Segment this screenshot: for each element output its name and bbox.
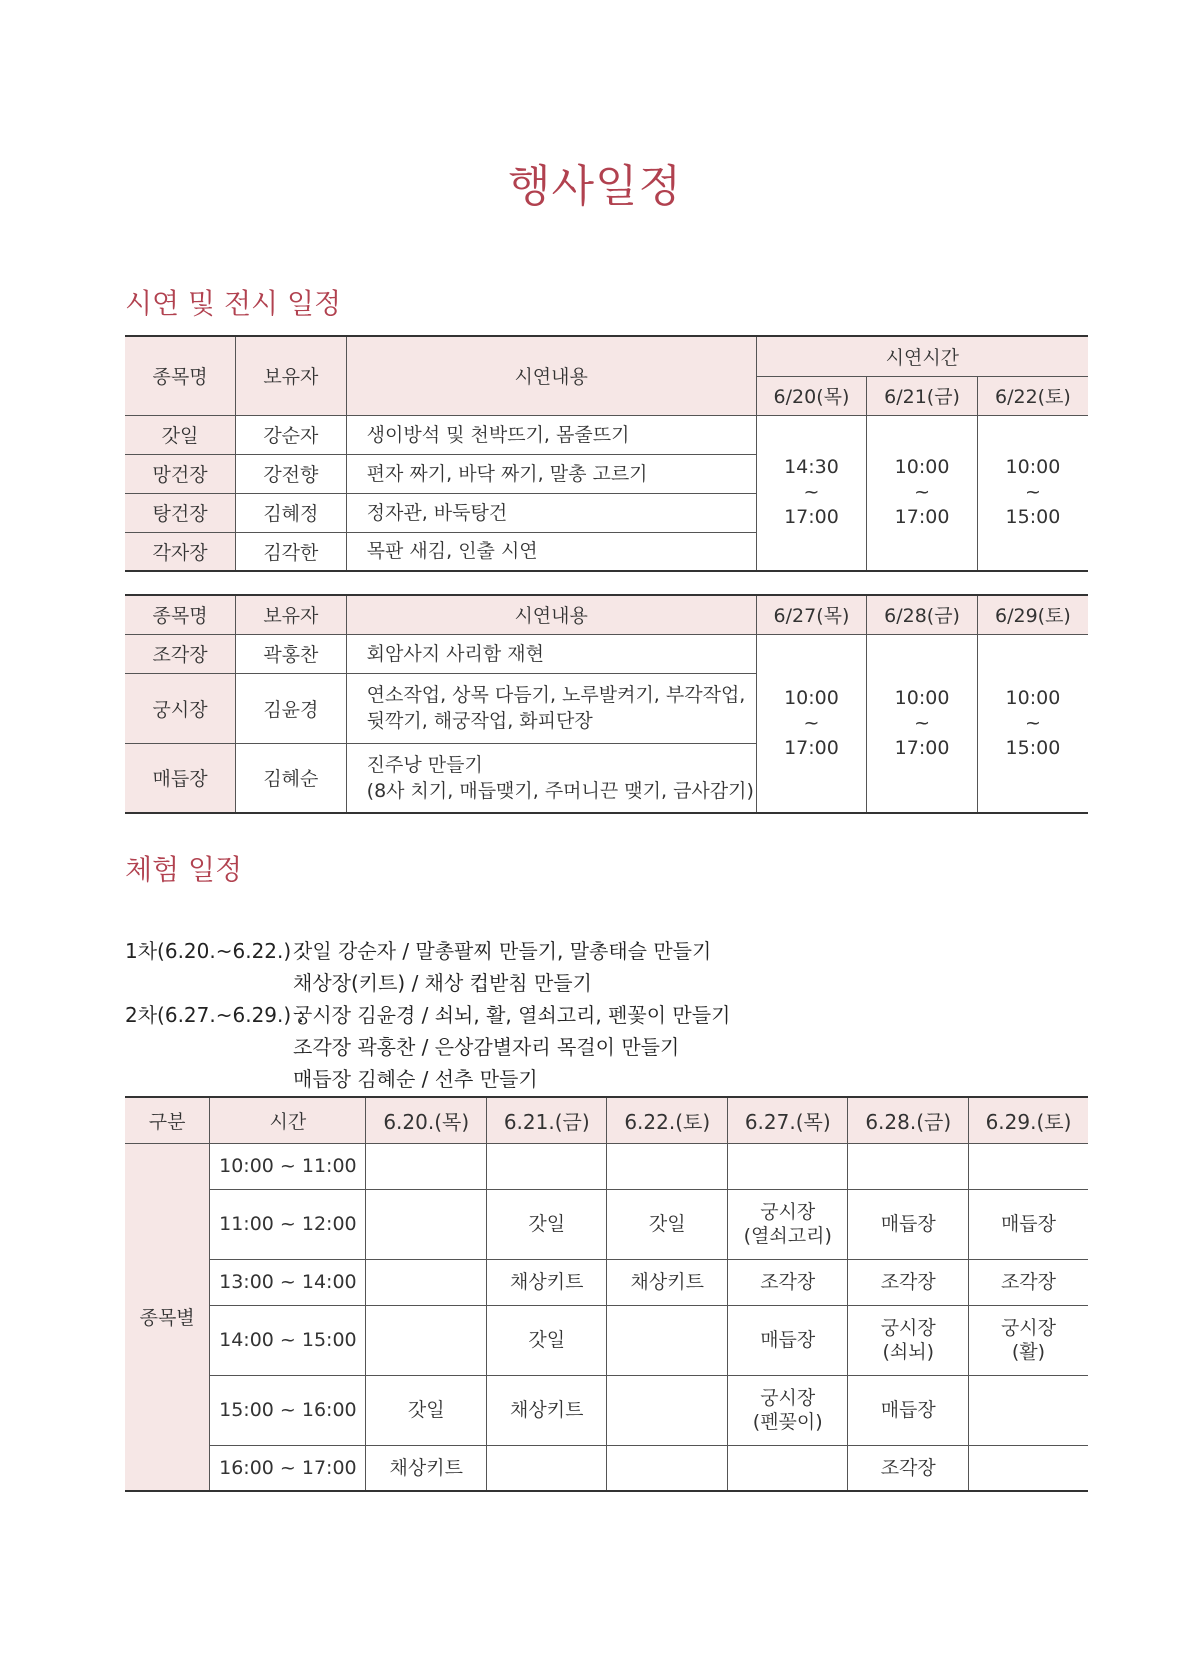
schedule-cell: 조각장 [968, 1259, 1088, 1305]
time-slot: 11:00 ~ 12:00 [210, 1189, 366, 1259]
time-cell: 10:00 ~ 15:00 [977, 415, 1088, 571]
header-item: 종목명 [125, 595, 236, 634]
schedule-cell: 궁시장 (열쇠고리) [727, 1189, 848, 1259]
column-header: 6.28.(금) [848, 1097, 969, 1143]
date-header: 6/29(토) [977, 595, 1088, 634]
item-cell: 탕건장 [125, 493, 236, 532]
item-cell: 각자장 [125, 532, 236, 571]
item-cell: 매듭장 [125, 743, 236, 813]
holder-cell: 김윤경 [236, 673, 347, 743]
schedule-cell: 갓일 [607, 1189, 728, 1259]
page-title: 행사일정 [507, 161, 682, 212]
date-header: 6/22(토) [977, 376, 1088, 415]
holder-cell: 김혜정 [236, 493, 347, 532]
content-cell: 생이방석 및 천박뜨기, 몸줄뜨기 [346, 415, 756, 454]
schedule-cell [607, 1445, 728, 1491]
holder-cell: 김혜순 [236, 743, 347, 813]
content-cell: 진주낭 만들기 (8사 치기, 매듭맺기, 주머니끈 맺기, 금사감기) [346, 743, 756, 813]
schedule-cell: 채상키트 [486, 1375, 607, 1445]
header-content: 시연내용 [346, 595, 756, 634]
date-header: 6/21(금) [867, 376, 978, 415]
header-holder: 보유자 [236, 595, 347, 634]
time-cell: 14:30 ~ 17:00 [756, 415, 867, 571]
time-cell: 10:00 ~ 17:00 [867, 415, 978, 571]
schedule-cell [968, 1445, 1088, 1491]
list-item: 매듭장 김혜순 / 선추 만들기 [293, 1067, 538, 1091]
time-cell: 10:00 ~ 17:00 [867, 634, 978, 813]
item-cell: 궁시장 [125, 673, 236, 743]
column-header: 6.21.(금) [486, 1097, 607, 1143]
experience-list [125, 935, 730, 1095]
schedule-cell [968, 1143, 1088, 1189]
demo-table-week2 [125, 594, 1088, 814]
demo-section-title: 시연 및 전시 일정 [125, 287, 342, 320]
content-cell: 회암사지 사리함 재현 [346, 634, 756, 673]
time-slot: 16:00 ~ 17:00 [210, 1445, 366, 1491]
experience-table [125, 1096, 1088, 1492]
schedule-cell: 채상키트 [607, 1259, 728, 1305]
schedule-cell: 조각장 [848, 1445, 969, 1491]
column-header: 구분 [125, 1097, 210, 1143]
item-cell: 조각장 [125, 634, 236, 673]
table-row [125, 1259, 1088, 1305]
experience-section-title: 체험 일정 [125, 853, 243, 886]
schedule-cell [727, 1445, 848, 1491]
date-header: 6/28(금) [867, 595, 978, 634]
schedule-cell: 궁시장 (활) [968, 1305, 1088, 1375]
schedule-cell: 궁시장 (쇠뇌) [848, 1305, 969, 1375]
table-row [125, 1445, 1088, 1491]
date-header: 6/27(목) [756, 595, 867, 634]
time-slot: 14:00 ~ 15:00 [210, 1305, 366, 1375]
header-item: 종목명 [125, 336, 236, 415]
content-cell: 연소작업, 상목 다듬기, 노루발켜기, 부각작업, 뒷깍기, 해궁작업, 화피단장 [346, 673, 756, 743]
holder-cell: 곽홍찬 [236, 634, 347, 673]
schedule-cell: 조각장 [727, 1259, 848, 1305]
table-row [125, 1375, 1088, 1445]
column-header: 6.22.(토) [607, 1097, 728, 1143]
item-cell: 갓일 [125, 415, 236, 454]
content-cell: 편자 짜기, 바닥 짜기, 말총 고르기 [346, 454, 756, 493]
holder-cell: 강순자 [236, 415, 347, 454]
holder-cell: 강전향 [236, 454, 347, 493]
time-slot: 13:00 ~ 14:00 [210, 1259, 366, 1305]
schedule-cell [607, 1375, 728, 1445]
content-cell: 목판 새김, 인출 시연 [346, 532, 756, 571]
schedule-cell [366, 1143, 487, 1189]
schedule-cell [366, 1259, 487, 1305]
schedule-cell: 매듭장 [727, 1305, 848, 1375]
list-item: 2차(6.27.~6.29.) : 궁시장 김윤경 / 쇠뇌, 활, 열쇠고리, 펜꽃이 만들기 [125, 1003, 731, 1027]
schedule-cell: 매듭장 [848, 1189, 969, 1259]
time-cell: 10:00 ~ 17:00 [756, 634, 867, 813]
item-cell: 망건장 [125, 454, 236, 493]
schedule-cell: 매듭장 [848, 1375, 969, 1445]
holder-cell: 김각한 [236, 532, 347, 571]
header-holder: 보유자 [236, 336, 347, 415]
time-slot: 10:00 ~ 11:00 [210, 1143, 366, 1189]
schedule-cell [727, 1143, 848, 1189]
content-cell: 정자관, 바둑탕건 [346, 493, 756, 532]
table-row [125, 1305, 1088, 1375]
list-item: 채상장(키트) / 채상 컵받침 만들기 [293, 971, 592, 995]
schedule-cell: 채상키트 [486, 1259, 607, 1305]
schedule-cell [366, 1189, 487, 1259]
group-label: 종목별 [125, 1143, 210, 1491]
schedule-cell [607, 1143, 728, 1189]
time-slot: 15:00 ~ 16:00 [210, 1375, 366, 1445]
schedule-cell: 매듭장 [968, 1189, 1088, 1259]
table-row [125, 1143, 1088, 1189]
schedule-cell: 궁시장 (펜꽂이) [727, 1375, 848, 1445]
column-header: 6.29.(토) [968, 1097, 1088, 1143]
schedule-cell: 조각장 [848, 1259, 969, 1305]
schedule-cell [848, 1143, 969, 1189]
demo-table-week1 [125, 335, 1088, 572]
list-item: 1차(6.20.~6.22.) : 갓일 강순자 / 말총팔찌 만들기, 말총태슬 만들기 [125, 939, 712, 963]
time-cell: 10:00 ~ 15:00 [977, 634, 1088, 813]
schedule-cell [486, 1143, 607, 1189]
schedule-cell: 갓일 [486, 1305, 607, 1375]
column-header: 6.20.(목) [366, 1097, 487, 1143]
schedule-cell: 갓일 [486, 1189, 607, 1259]
table-row [125, 1189, 1088, 1259]
column-header: 시간 [210, 1097, 366, 1143]
date-header: 6/20(목) [756, 376, 867, 415]
header-content: 시연내용 [346, 336, 756, 415]
schedule-cell [968, 1375, 1088, 1445]
schedule-cell [486, 1445, 607, 1491]
schedule-cell: 갓일 [366, 1375, 487, 1445]
header-time: 시연시간 [756, 336, 1088, 376]
schedule-cell: 채상키트 [366, 1445, 487, 1491]
list-item: 조각장 곽홍찬 / 은상감별자리 목걸이 만들기 [293, 1035, 680, 1059]
schedule-cell [607, 1305, 728, 1375]
schedule-cell [366, 1305, 487, 1375]
column-header: 6.27.(목) [727, 1097, 848, 1143]
